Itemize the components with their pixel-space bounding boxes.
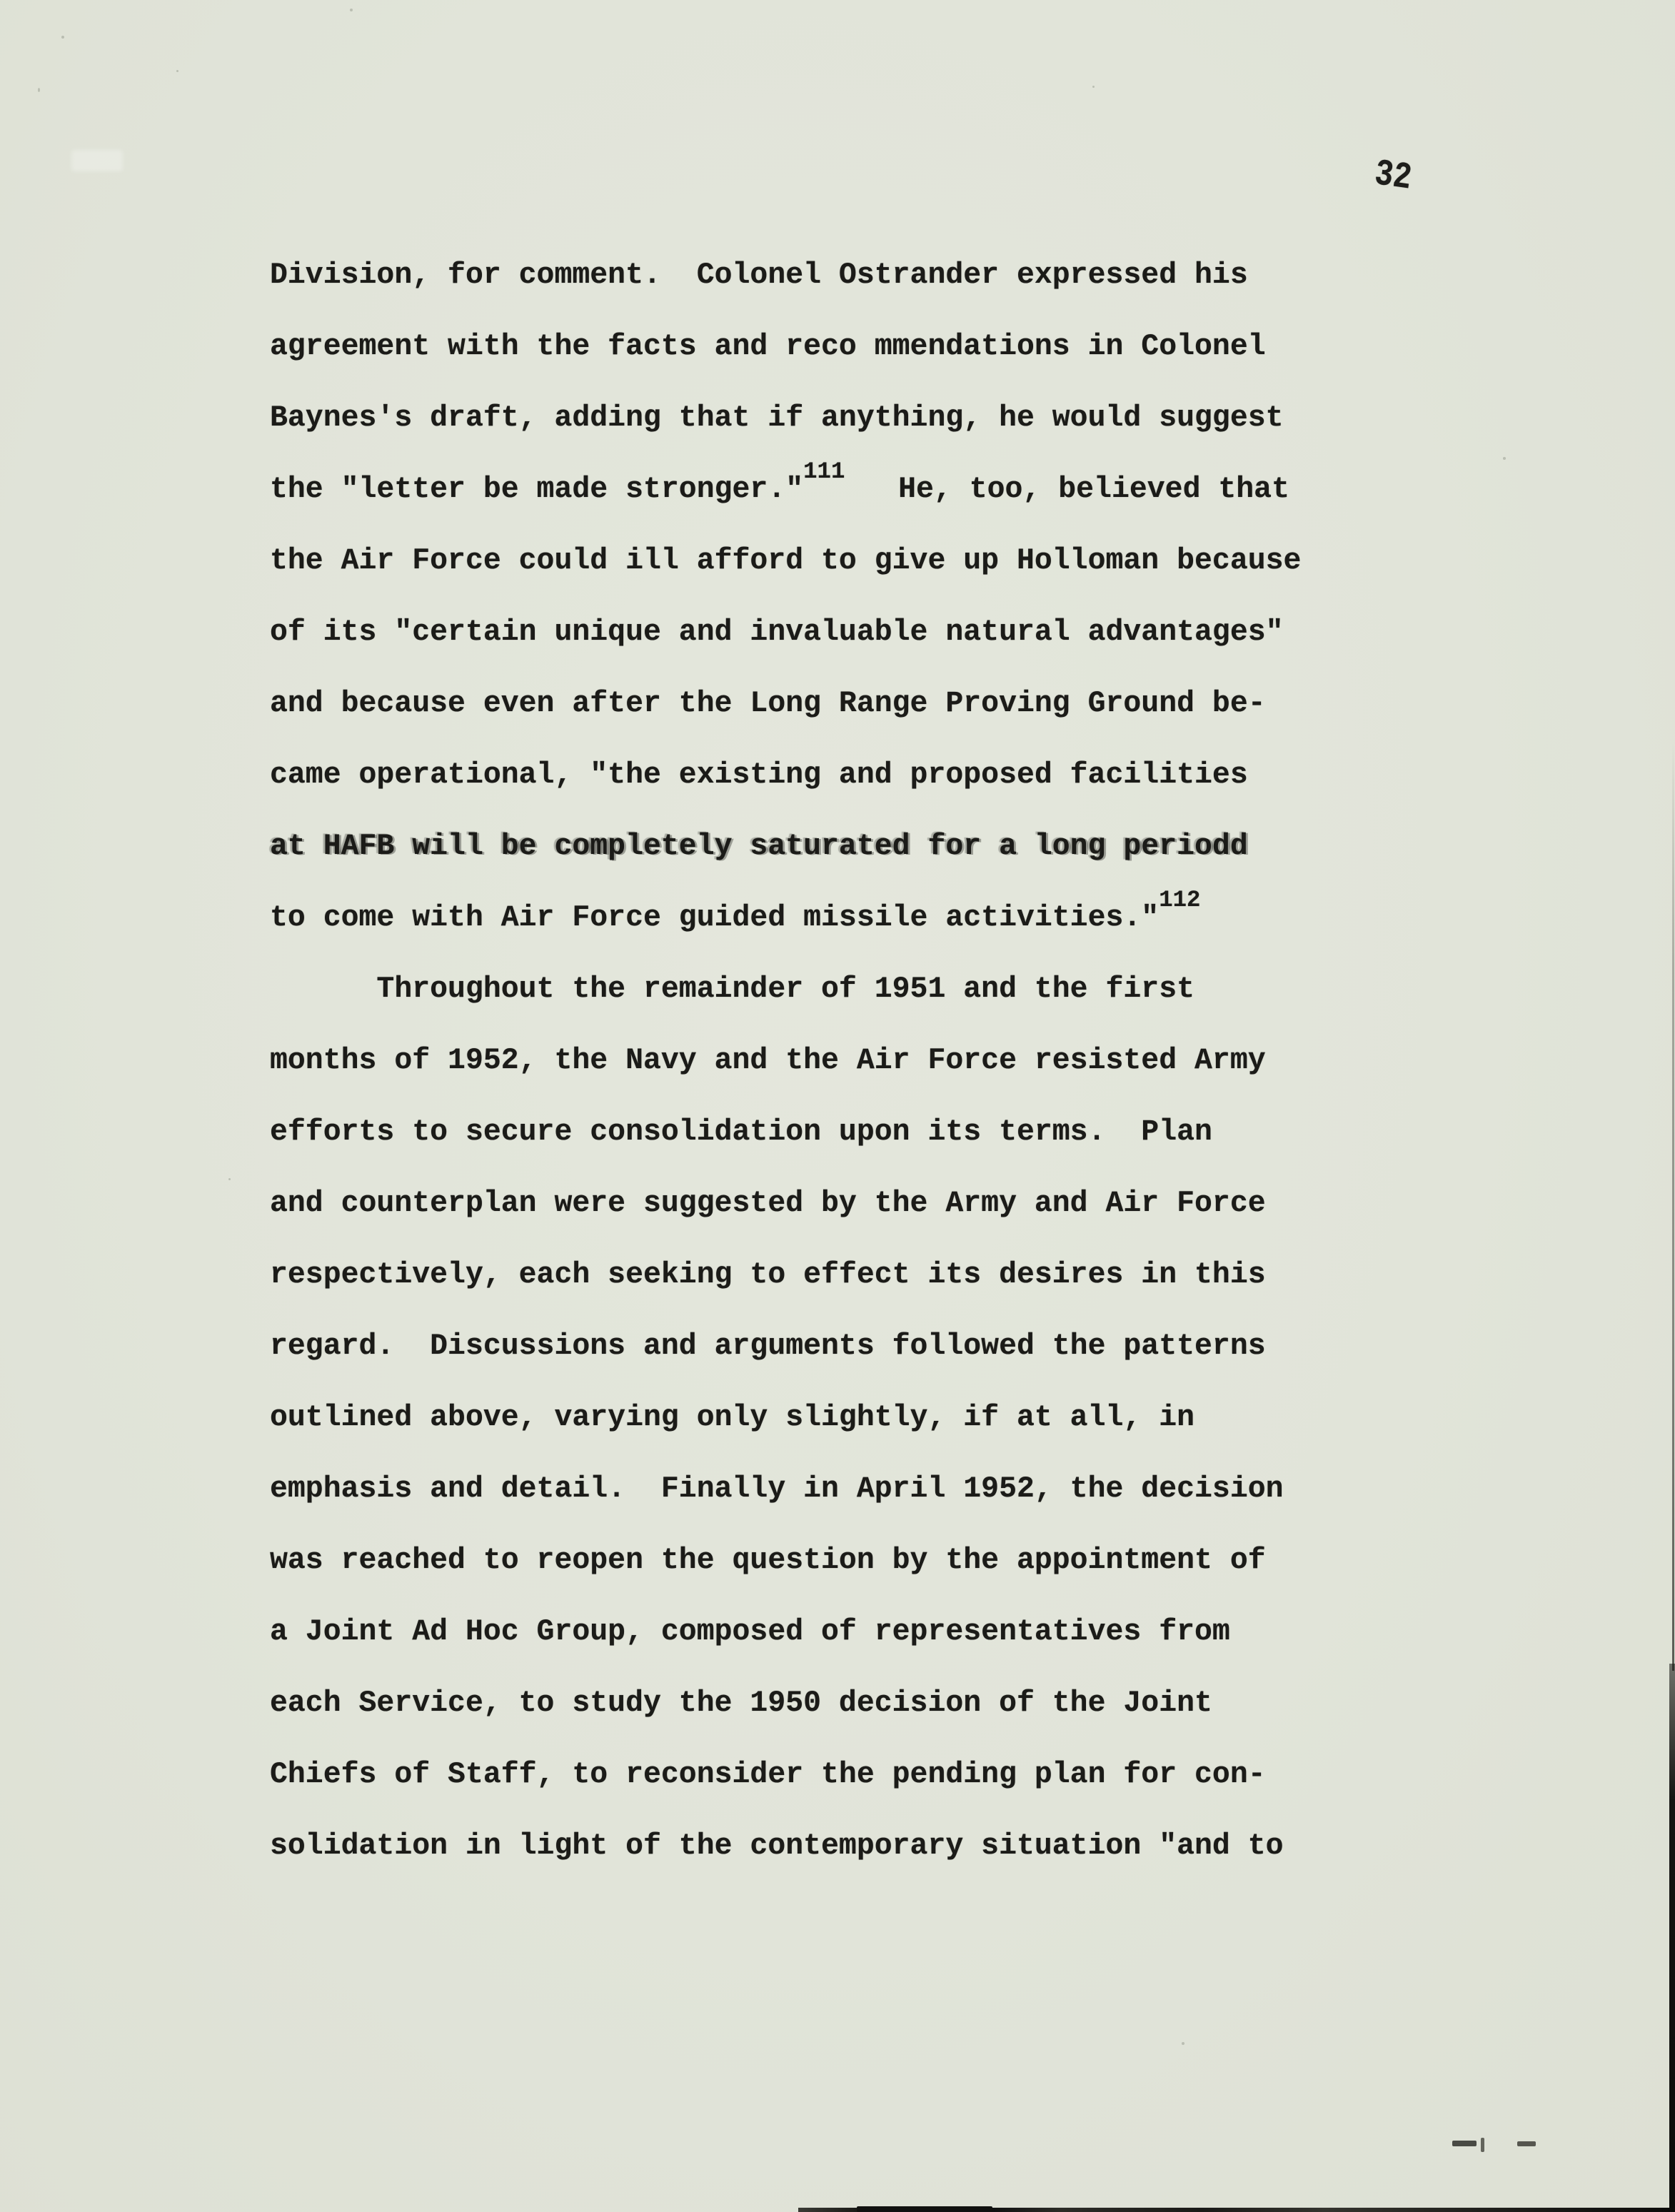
text-segment: outlined above, varying only slightly, if at all, in [270, 1401, 1195, 1434]
text-segment: to come with Air Force guided missile activities." [270, 901, 1160, 935]
text-segment: and because even after the Long Range Proving Ground be- [270, 687, 1266, 720]
paper-speck [228, 1178, 231, 1180]
text-line [270, 1168, 1301, 1240]
text-segment: came operational, "the existing and proposed facilities [270, 758, 1248, 792]
text-segment: a Joint Ad Hoc Group, composed of representatives from [270, 1615, 1230, 1649]
scan-artifact-streak [1452, 2141, 1477, 2146]
text-line [270, 1454, 1301, 1525]
text-segment: and counterplan were suggested by the Army and Air Force [270, 1187, 1266, 1220]
paper-speck [1503, 457, 1506, 460]
text-line [270, 1240, 1301, 1311]
text-line [270, 1097, 1301, 1168]
text-segment: months of 1952, the Navy and the Air Force resisted Army [270, 1044, 1266, 1077]
scan-artifact-right-faint-line [1672, 743, 1674, 1671]
text-segment: solidation in light of the contemporary situation "and to [270, 1829, 1284, 1863]
text-line [270, 883, 1301, 954]
paper-speck [350, 9, 353, 11]
paper-speck [1092, 86, 1095, 88]
typewritten-text-block [270, 240, 1301, 1882]
footnote-reference: 111 [803, 458, 845, 486]
text-line [270, 454, 1301, 526]
text-line [270, 668, 1301, 740]
paper-speck [1182, 2042, 1184, 2045]
text-line [270, 1525, 1301, 1597]
text-segment: at HAFB will be completely saturated for a long periodd [270, 830, 1248, 863]
text-segment: He, too, believed that [845, 473, 1289, 506]
footnote-reference: 112 [1159, 887, 1201, 914]
text-segment: emphasis and detail. Finally in April 1952, the decision [270, 1472, 1284, 1506]
text-segment: Chiefs of Staff, to reconsider the pending plan for con- [270, 1758, 1266, 1791]
text-segment: each Service, to study the 1950 decision of the Joint [270, 1686, 1212, 1720]
paper-speck [61, 36, 64, 39]
paper-light-patch [71, 150, 123, 171]
scan-artifact-right-dark-band [1669, 1664, 1675, 2212]
scan-artifact-streak [1517, 2141, 1536, 2146]
text-line [270, 383, 1301, 454]
text-segment: was reached to reopen the question by the appointment of [270, 1544, 1266, 1577]
page-number: 32 [1372, 153, 1414, 200]
text-segment: Throughout the remainder of 1951 and the first [270, 972, 1195, 1006]
text-line [270, 811, 1301, 883]
text-line [270, 1382, 1301, 1454]
paper-speck [38, 88, 40, 92]
text-line [270, 311, 1301, 383]
text-segment: agreement with the facts and reco mmendations in Colonel [270, 330, 1266, 363]
text-line [270, 1597, 1301, 1668]
text-line [270, 597, 1301, 668]
text-line [270, 1668, 1301, 1739]
text-line [270, 1311, 1301, 1382]
text-segment: Division, for comment. Colonel Ostrander expressed his [270, 258, 1248, 292]
text-segment: the "letter be made stronger." [270, 473, 804, 506]
text-segment: respectively, each seeking to effect its desires in this [270, 1258, 1266, 1292]
text-segment: efforts to secure consolidation upon its terms. Plan [270, 1115, 1212, 1149]
scan-artifact-dash [1481, 2138, 1484, 2152]
text-line [270, 740, 1301, 811]
text-line [270, 526, 1301, 597]
text-segment: the Air Force could ill afford to give up Holloman because [270, 544, 1302, 578]
text-line [270, 1811, 1301, 1882]
text-line [270, 1025, 1301, 1097]
text-line [270, 954, 1301, 1025]
text-segment: of its "certain unique and invaluable natural advantages" [270, 615, 1284, 649]
paper-speck [176, 70, 178, 72]
text-line [270, 1739, 1301, 1811]
scan-artifact-bottom-line-blob [857, 2206, 992, 2212]
text-segment: Baynes's draft, adding that if anything, he would suggest [270, 401, 1284, 435]
text-segment: regard. Discussions and arguments followed the patterns [270, 1329, 1266, 1363]
text-line [270, 240, 1301, 311]
